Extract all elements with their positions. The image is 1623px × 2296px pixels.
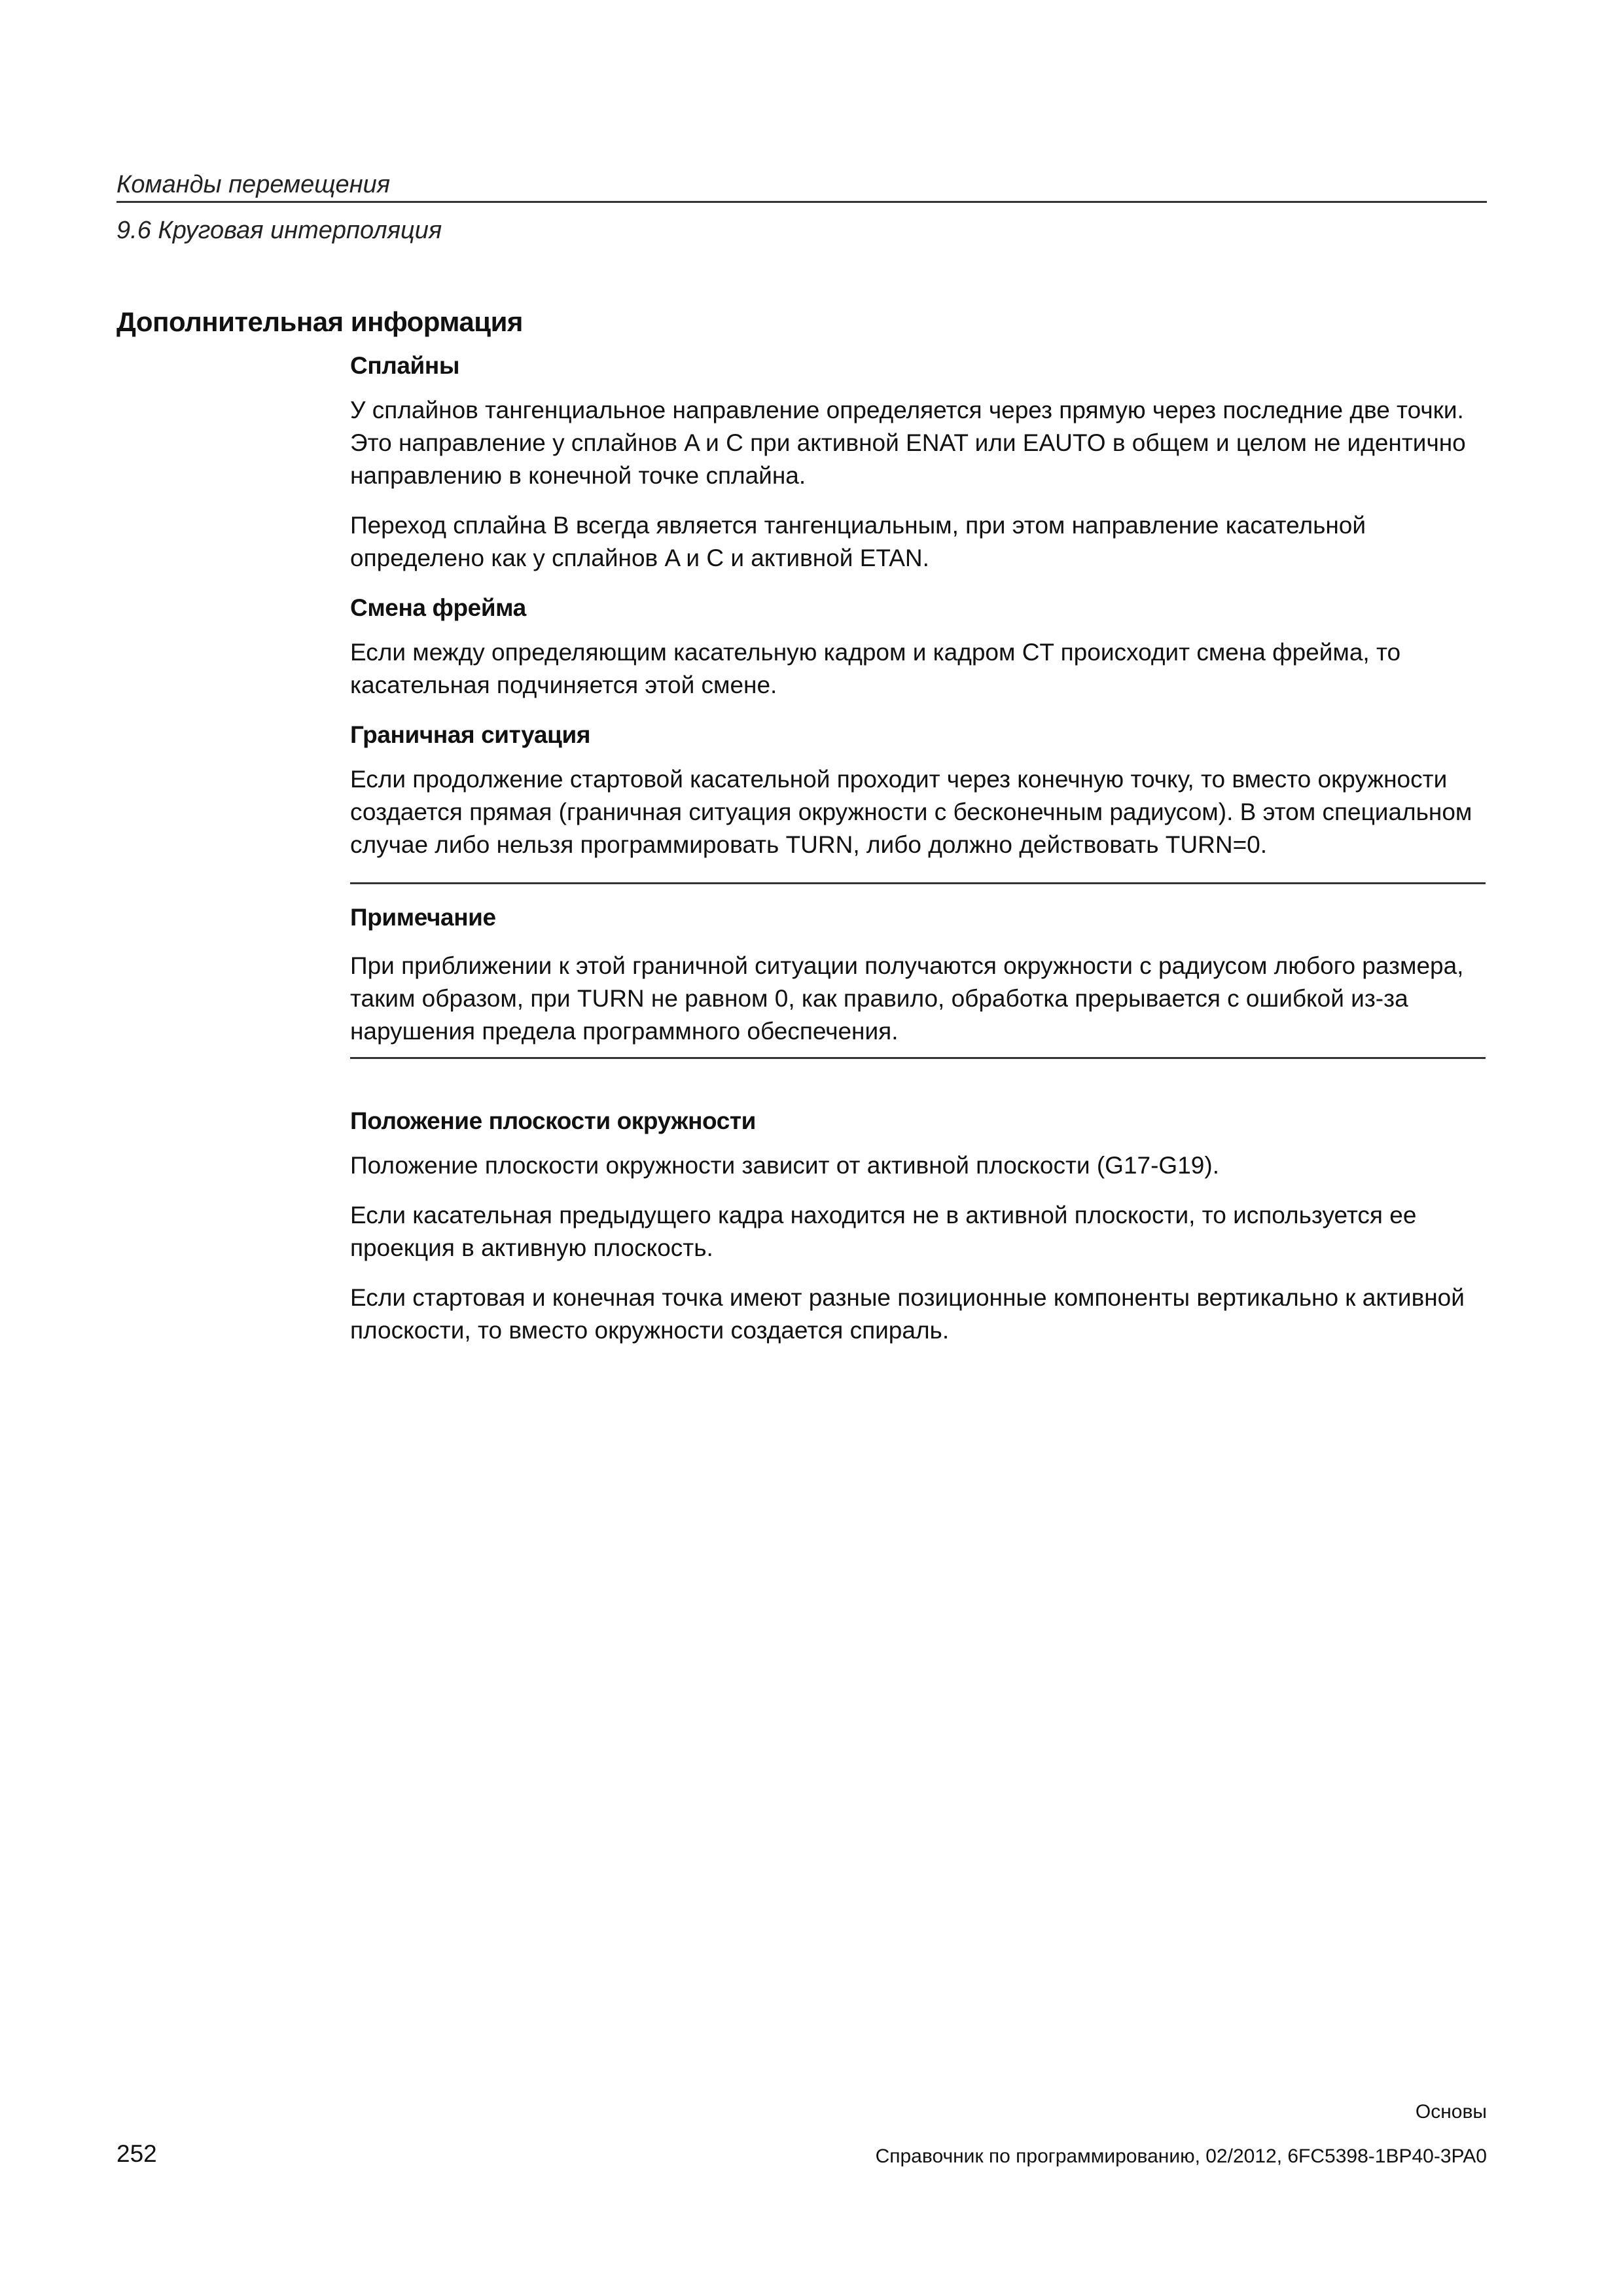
boundary-block [350,719,1486,861]
plane-paragraph-2: Если касательная предыдущего кадра находится не в активной плоскости, то используется ее проекция в активную плоскость. [350,1202,1417,1261]
frame-heading: Смена фрейма [350,594,526,621]
page-number: 252 [116,2140,157,2167]
splines-paragraph-2: Переход сплайна B всегда является тангенциальным, при этом направление касательной определено как у сплайнов A и C и активной ETAN. [350,512,1366,571]
header-section: 9.6 Круговая интерполяция [116,217,442,244]
boundary-paragraph-1: Если продолжение стартовой касательной проходит через конечную точку, то вместо окружности создается прямая (граничная ситуация окружности с бесконечным радиусом). В этом специальном случае либо нельзя программировать TURN, либо должно действовать TURN=0. [350,766,1472,858]
footer-doc-ref: Справочник по программированию, 02/2012, 6FC5398-1BP40-3PA0 [875,2145,1487,2167]
header-chapter: Команды перемещения [116,171,391,198]
plane-block [350,1105,1486,1347]
footer-doc-title: Основы [1415,2101,1487,2123]
note-box [350,882,1486,1059]
main-content [350,350,1486,1364]
frame-block [350,592,1486,702]
splines-heading: Сплайны [350,352,460,379]
note-paragraph-1: При приближении к этой граничной ситуации получаются окружности с радиусом любого размера, таким образом, при TURN не равном 0, как правило, обработка прерывается с ошибкой из-за нарушения предела программного обеспечения. [350,952,1464,1045]
plane-paragraph-1: Положение плоскости окружности зависит от активной плоскости (G17-G19). [350,1152,1219,1179]
section-title: Дополнительная информация [116,306,523,337]
splines-paragraph-1: У сплайнов тангенциальное направление определяется через прямую через последние две точки. Это направление у сплайнов A и C при активной ENAT или EAUTO в общем и целом не идентично направлению в конечной точке сплайна. [350,397,1466,489]
header-rule [116,201,1487,203]
boundary-heading: Граничная ситуация [350,721,591,748]
note-heading: Примечание [350,904,496,931]
running-header [116,165,1487,250]
plane-paragraph-3: Если стартовая и конечная точка имеют разные позиционные компоненты вертикально к активной плоскости, то вместо окружности создается спираль. [350,1284,1465,1344]
plane-heading: Положение плоскости окружности [350,1107,756,1134]
splines-block [350,350,1486,575]
frame-paragraph-1: Если между определяющим касательную кадром и кадром CT происходит смена фрейма, то касательная подчиняется этой смене. [350,639,1401,698]
